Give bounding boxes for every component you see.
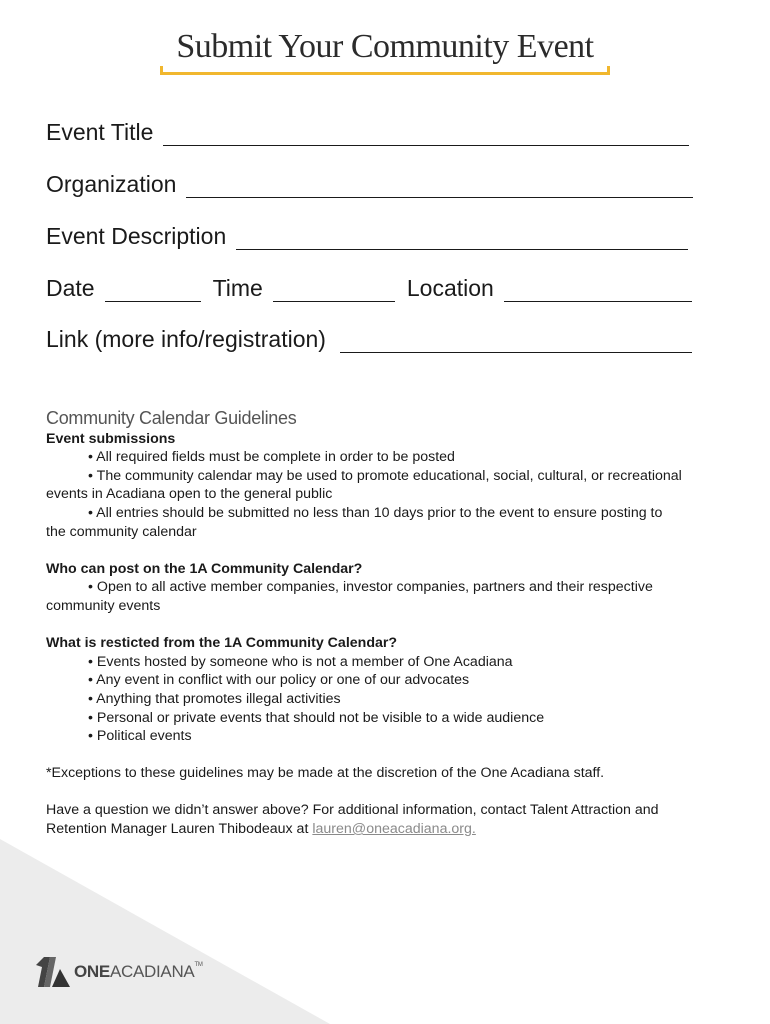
- list-item-continuation: events in Acadiana open to the general public: [46, 486, 333, 503]
- guidelines-title: Community Calendar Guidelines: [46, 408, 297, 428]
- contact-line: Have a question we didn’t answer above? For additional information, contact Talent Attraction and: [46, 802, 659, 819]
- link-label: Link (more info/registration): [46, 326, 326, 352]
- one-acadiana-mark-icon: [34, 955, 72, 989]
- logo-acadiana: ACADIANA: [109, 962, 195, 981]
- list-item: • Any event in conflict with our policy or one of our advocates: [88, 672, 470, 689]
- who-heading: Who can post on the 1A Community Calendar?: [46, 560, 363, 577]
- event-description-label: Event Description: [46, 223, 227, 249]
- event-title-row: [46, 116, 689, 146]
- organization-row: [46, 168, 693, 198]
- page-title: Submit Your Community Event: [176, 28, 594, 65]
- time-field[interactable]: [273, 279, 395, 302]
- date-field[interactable]: [105, 279, 201, 302]
- location-field[interactable]: [504, 279, 692, 302]
- corner-background-shape: [0, 839, 330, 1024]
- event-description-field[interactable]: [236, 227, 688, 250]
- one-acadiana-logo: [34, 955, 203, 989]
- list-item: • All entries should be submitted no less than 10 days prior to the event to ensure posting to: [88, 504, 663, 521]
- list-item: • All required fields must be complete in order to be posted: [88, 449, 455, 466]
- email-link[interactable]: lauren@oneacadiana.org.: [312, 821, 476, 838]
- logo-one: ONE: [74, 962, 110, 981]
- event-title-field[interactable]: [163, 123, 689, 146]
- event-title-label: Event Title: [46, 119, 154, 145]
- exceptions-note: *Exceptions to these guidelines may be made at the discretion of the One Acadiana staff.: [46, 765, 605, 782]
- list-item: • Events hosted by someone who is not a member of One Acadiana: [88, 653, 513, 670]
- logo-trademark: TM: [194, 962, 203, 968]
- guidelines-section: [46, 409, 736, 839]
- list-item-continuation: community events: [46, 597, 161, 614]
- list-item: • The community calendar may be used to promote educational, social, cultural, or recreational: [88, 467, 682, 484]
- date-time-location-row: [46, 272, 692, 302]
- list-item-continuation: the community calendar: [46, 523, 197, 540]
- location-label: Location: [406, 275, 494, 301]
- list-item: • Open to all active member companies, investor companies, partners and their respective: [88, 579, 653, 596]
- contact-text: Retention Manager Lauren Thibodeaux at: [46, 821, 309, 838]
- time-label: Time: [212, 275, 263, 301]
- event-description-row: [46, 220, 688, 250]
- list-item: • Political events: [88, 728, 192, 745]
- date-label: Date: [46, 275, 95, 301]
- organization-label: Organization: [46, 171, 177, 197]
- link-field[interactable]: [340, 330, 692, 353]
- contact-line: [46, 820, 736, 839]
- title-underline-bracket: [160, 66, 610, 75]
- organization-field[interactable]: [186, 175, 693, 198]
- logo-wordmark: [74, 962, 203, 982]
- link-row: [46, 323, 692, 353]
- list-item: • Anything that promotes illegal activities: [88, 690, 341, 707]
- restricted-heading: What is resticted from the 1A Community Calendar?: [46, 635, 398, 652]
- submissions-heading: Event submissions: [46, 430, 176, 447]
- list-item: • Personal or private events that should not be visible to a wide audience: [88, 709, 545, 726]
